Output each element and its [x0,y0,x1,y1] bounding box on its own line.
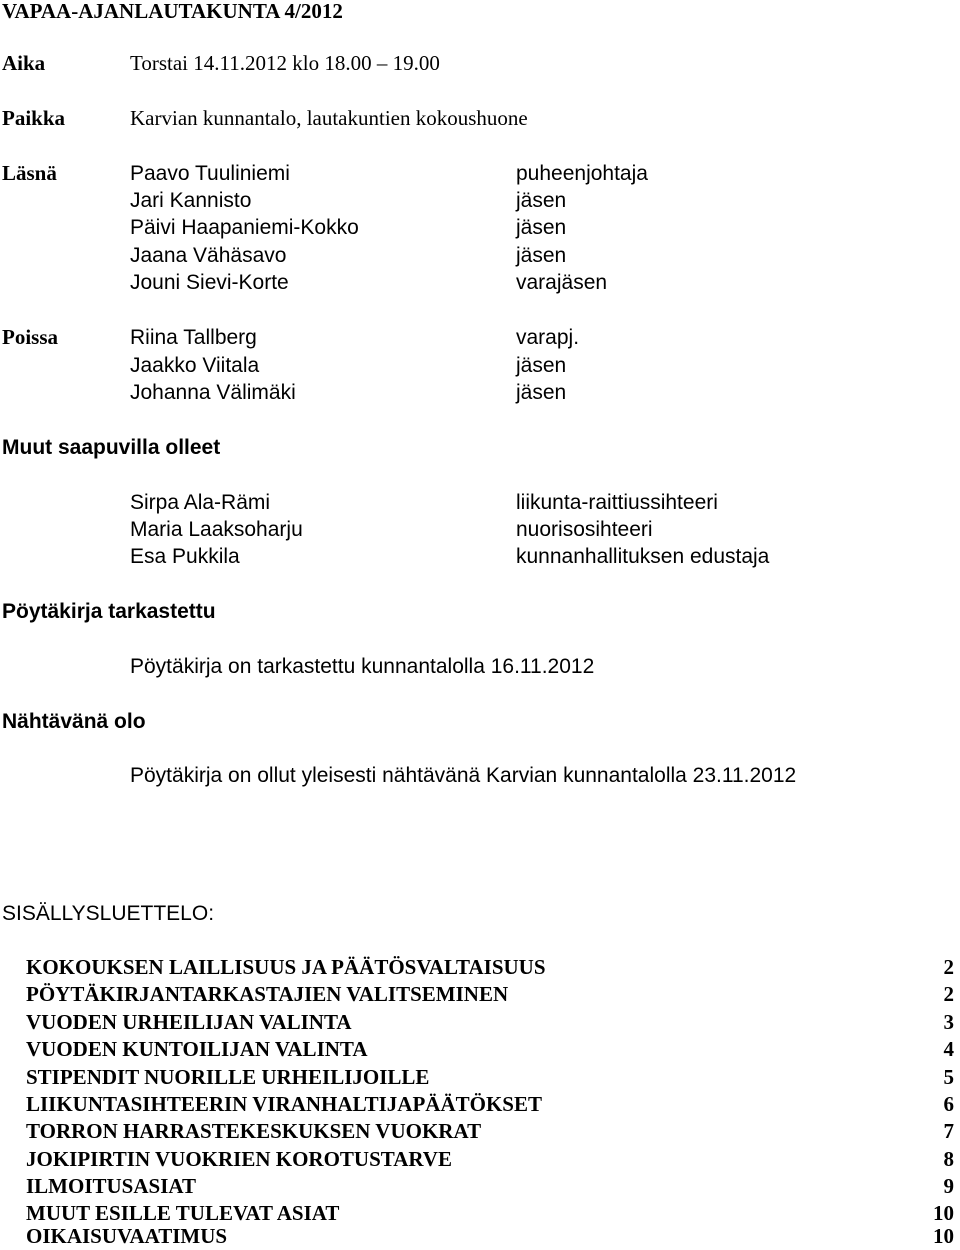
present-member-name: Jari Kannisto [130,189,252,212]
present-member-role: jäsen [516,244,567,267]
toc-entry-page: 10 [933,1224,954,1248]
minutes-visible-label: Nähtävänä olo [2,710,146,733]
toc-entry [0,1064,960,1091]
toc-entry-page: 7 [943,1119,954,1143]
place-label: Paikka [2,106,66,130]
present-member-name: Jaana Vähäsavo [130,244,287,267]
absent-member-name: Jaakko Viitala [130,354,260,377]
present-member-role: varajäsen [516,271,608,294]
absent-member-role: varapj. [516,326,580,349]
time-label: Aika [2,51,46,75]
toc-entry-title: VUODEN URHEILIJAN VALINTA [26,1010,352,1034]
toc-entry [0,1146,960,1173]
time-value: Torstai 14.11.2012 klo 18.00 – 19.00 [130,51,440,75]
document-title: VAPAA-AJANLAUTAKUNTA 4/2012 [2,0,343,23]
absent-label: Poissa [2,325,59,349]
others-label: Muut saapuvilla olleet [2,436,221,459]
toc-entry [0,1009,960,1036]
toc-entry-page: 4 [943,1037,954,1061]
toc-entry-title: KOKOUKSEN LAILLISUUS JA PÄÄTÖSVALTAISUUS [26,955,546,979]
absent-member-role: jäsen [516,354,567,377]
toc-entry [0,1173,960,1200]
present-member-name: Jouni Sievi-Korte [130,271,289,294]
toc-entry [0,1091,960,1118]
toc-entry-page: 2 [943,955,954,979]
absent-member-name: Johanna Välimäki [130,381,296,404]
place-value: Karvian kunnantalo, lautakuntien kokoushuone [130,106,528,130]
absent-member-role: jäsen [516,381,567,404]
toc-entry [0,981,960,1008]
present-member-role: puheenjohtaja [516,162,648,185]
present-member-role: jäsen [516,216,567,239]
minutes-checked-label: Pöytäkirja tarkastettu [2,600,216,623]
toc-entry-title: MUUT ESILLE TULEVAT ASIAT [26,1201,340,1225]
toc-entry-title: TORRON HARRASTEKESKUKSEN VUOKRAT [26,1119,482,1143]
toc-entry-page: 3 [943,1010,954,1034]
present-label: Läsnä [2,161,57,185]
minutes-checked-value: Pöytäkirja on tarkastettu kunnantalolla 16.11.2012 [130,655,595,678]
toc-entry [0,1223,960,1250]
toc-heading: SISÄLLYSLUETTELO: [2,902,215,925]
toc-entry-title: PÖYTÄKIRJANTARKASTAJIEN VALITSEMINEN [26,982,509,1006]
minutes-visible-value: Pöytäkirja on ollut yleisesti nähtävänä Karvian kunnantalolla 23.11.2012 [130,764,797,787]
toc-entry-page: 5 [943,1065,954,1089]
toc-entry-title: JOKIPIRTIN VUOKRIEN KOROTUSTARVE [26,1147,452,1171]
toc-entry-title: VUODEN KUNTOILIJAN VALINTA [26,1037,368,1061]
toc-entry-page: 2 [943,982,954,1006]
toc-entry-page: 6 [943,1092,954,1116]
other-attendee-role: liikunta-raittiussihteeri [516,491,718,514]
present-member-name: Paavo Tuuliniemi [130,162,290,185]
toc-entry-title: LIIKUNTASIHTEERIN VIRANHALTIJAPÄÄTÖKSET [26,1092,542,1116]
toc-entry-page: 10 [933,1201,954,1225]
toc-entry-title: ILMOITUSASIAT [26,1174,196,1198]
present-member-name: Päivi Haapaniemi-Kokko [130,216,359,239]
other-attendee-role: nuorisosihteeri [516,518,653,541]
other-attendee-name: Sirpa Ala-Rämi [130,491,271,514]
other-attendee-name: Esa Pukkila [130,545,240,568]
other-attendee-role: kunnanhallituksen edustaja [516,545,770,568]
toc-entry-page: 9 [943,1174,954,1198]
other-attendee-name: Maria Laaksoharju [130,518,303,541]
toc-entry [0,1118,960,1145]
toc-entry [0,1036,960,1063]
toc-entry [0,954,960,981]
toc-entry-page: 8 [943,1147,954,1171]
present-member-role: jäsen [516,189,567,212]
absent-member-name: Riina Tallberg [130,326,257,349]
toc-entry-title: STIPENDIT NUORILLE URHEILIJOILLE [26,1065,430,1089]
toc-entry-title: OIKAISUVAATIMUS [26,1224,228,1248]
